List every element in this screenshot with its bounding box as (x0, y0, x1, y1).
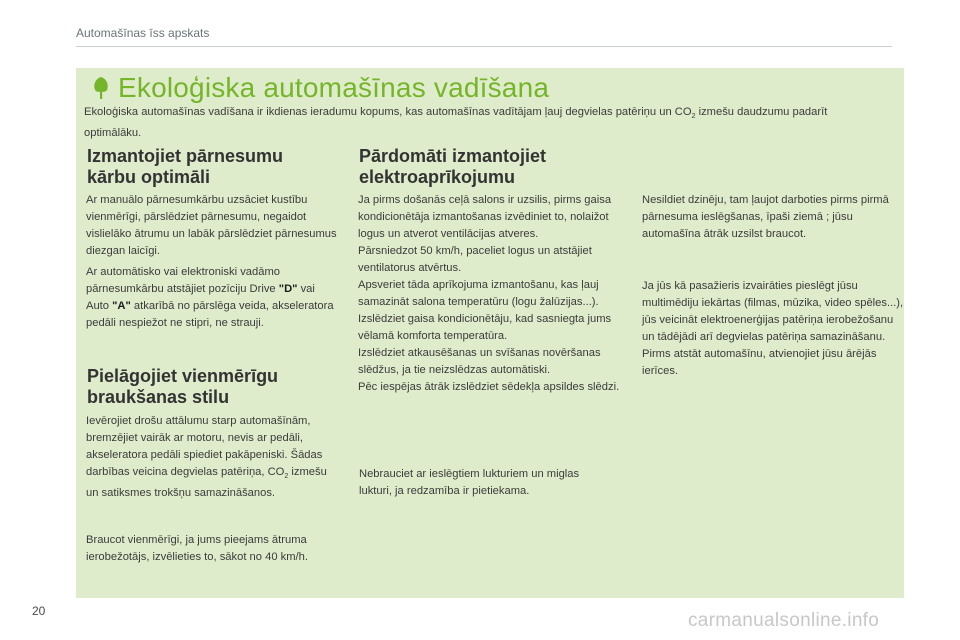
section-heading-gears: Izmantojiet pārnesumu kārbu optimāli (87, 146, 284, 187)
smooth-paragraph-2: Braucot vienmērīgi, ja jums pieejams ātruma ierobežotājs, izvēlieties to, sākot no 40 km/h. (86, 534, 308, 563)
gears-paragraph-2: Ar automātisko vai elektroniski vadāmo pārnesumkārbu atstājiet pozīciju Drive "D" vai Auto "A" atkarībā no pārslēga veida, akseleratora pedāli nespiežot ne stipri, ne strauji. (86, 266, 334, 329)
header-divider (76, 46, 892, 47)
right-paragraph-3: Pirms atstāt automašīnu, atvienojiet jūsu ārējās ierīces. (642, 348, 877, 377)
electrical-paragraph-4: Izslēdziet gaisa kondicionētāju, kad sasniegta jums vēlamā komforta temperatūra. (358, 313, 612, 342)
electrical-paragraph-5: Izslēdziet atkausēšanas un svīšanas novēršanas slēdžus, ja tie neizslēdzas automātiski. (358, 347, 601, 376)
smooth-paragraph-1: Ievērojiet drošu attālumu starp automašīnām, bremzējiet vairāk ar motoru, nevis ar pedāli, akseleratora pedāli spiediet pakāpeniski. Šādas darbības veicina degvielas patēriņa, $CO_2$ izmešu un satiksmes trokšņu samazināšanos. (86, 415, 327, 500)
intro-paragraph: Ekoloģiska automašīnas vadīšana ir ikdienas ieradumu kopums, kas automašīnas vadītājam ļauj degvielas patēriņu un $CO_2$ izmešu daudzumu padarīt optimālāku. (84, 106, 828, 140)
page-title-block (92, 72, 549, 104)
electrical-paragraph-1: Ja pirms došanās ceļā salons ir uzsilis, pirms gaisa kondicionētāja izmantošanas izvēdiniet to, nolaižot logus un atverot ventilācijas atveres. (358, 194, 612, 240)
electrical-paragraph-6: Pēc iespējas ātrāk izslēdziet sēdekļa apsildes slēdzi. (358, 381, 620, 393)
watermark: carmanualsonline.info (688, 610, 880, 631)
electrical-paragraph-3: Apsveriet tāda aprīkojuma izmantošanu, kas ļauj samazināt salona temperatūru (logu žalūzijas...). (358, 279, 599, 308)
section-heading-electrical: Pārdomāti izmantojiet elektroaprīkojumu (359, 146, 547, 187)
page-title: Ekoloģiska automašīnas vadīšana (118, 72, 550, 103)
section-heading-smooth: Pielāgojiet vienmērīgu braukšanas stilu (87, 366, 279, 407)
tree-icon (92, 76, 110, 100)
right-paragraph-1: Nesildiet dzinēju, tam ļaujot darboties pirms pirmā pārnesuma ieslēgšanas, īpaši ziemā ; jūsu automašīna ātrāk uzsilst braucot. (642, 194, 889, 240)
electrical-paragraph-2: Pārsniedzot 50 km/h, paceliet logus un atstājiet ventilatorus atvērtus. (358, 245, 592, 274)
page-number: 20 (32, 604, 46, 618)
electrical-paragraphs (358, 192, 622, 396)
gears-paragraph-1: Ar manuālo pārnesumkārbu uzsāciet kustību vienmērīgi, pārslēdziet pārnesumu, negaidot vislielāko ātrumu un labāk pārslēdziet pārnesumus diezgan laicīgi. (86, 194, 337, 257)
right-paragraph-2: Ja jūs kā pasažieris izvairāties pieslēgt jūsu multimēdiju iekārtas (filmas, mūzika, video spēles...), jūs veicināt elektroenerģijas patēriņa ierobežošanu un tādējādi arī degvielas patēriņa samazināšanu. (642, 280, 904, 343)
electrical-paragraph-7: Nebrauciet ar ieslēgtiem lukturiem un miglas lukturi, ja redzamība ir pietiekama. (359, 468, 580, 497)
right-paragraphs (642, 278, 904, 380)
header-title: Automašīnas īss apskats (76, 26, 210, 40)
